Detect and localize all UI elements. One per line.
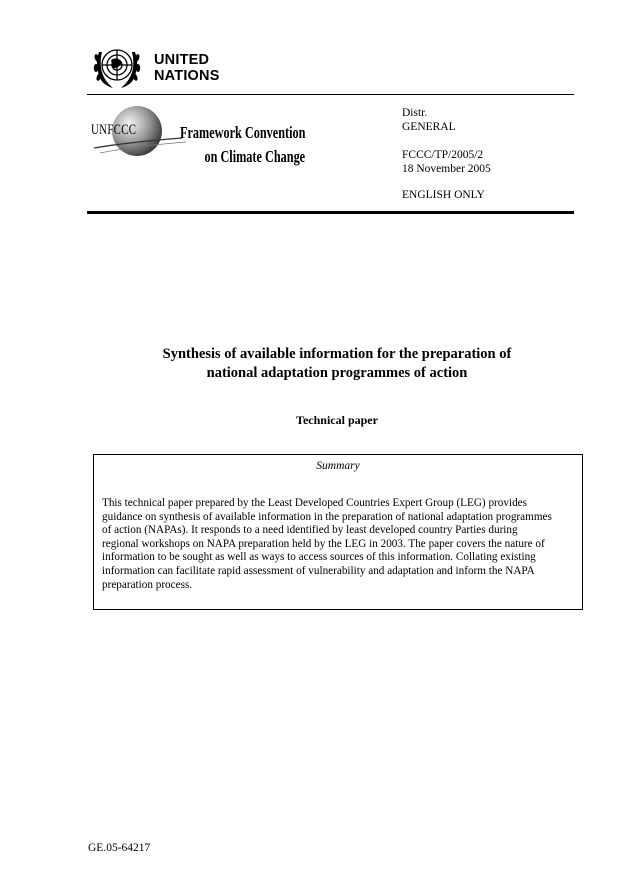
summary-line: regional workshops on NAPA preparation held by the LEG in 2003. The paper covers the nature of <box>102 537 545 550</box>
document-symbol-block <box>402 148 491 176</box>
organization-name-line2: NATIONS <box>154 68 220 84</box>
language-note: ENGLISH ONLY <box>402 189 485 201</box>
summary-line: information can facilitate rapid assessment of vulnerability and adaptation and inform the NAPA <box>102 564 535 577</box>
summary-line: information to be sought as well as ways to access sources of this information. Collating existing <box>102 551 536 564</box>
distribution-block <box>402 106 456 134</box>
summary-line: preparation process. <box>102 578 193 591</box>
unfccc-wordmark: UNFCCC <box>91 122 137 138</box>
distribution-label: Distr. <box>402 107 428 119</box>
document-subtitle: Technical paper <box>296 413 378 427</box>
document-title-line2: national adaptation programmes of action <box>206 365 468 381</box>
un-emblem-icon <box>91 42 143 92</box>
header-bottom-divider <box>87 211 574 214</box>
summary-body <box>102 497 578 592</box>
summary-heading: Summary <box>316 460 360 472</box>
convention-name-line2: on Climate Change <box>204 147 306 166</box>
summary-line: of action (NAPAs). It responds to a need identified by least developed country Parties during <box>102 524 518 537</box>
job-number: GE.05-64217 <box>88 842 151 854</box>
convention-name-line1: Framework Convention <box>180 123 306 142</box>
document-symbol: FCCC/TP/2005/2 <box>402 149 484 161</box>
header-divider <box>87 94 574 95</box>
summary-box <box>93 454 583 610</box>
document-date: 18 November 2005 <box>402 163 491 175</box>
document-title <box>87 345 587 383</box>
organization-name-line1: UNITED <box>154 52 210 68</box>
summary-line: guidance on synthesis of available information in the preparation of national adaptation programmes <box>102 510 552 523</box>
distribution-value: GENERAL <box>402 121 456 133</box>
document-title-line1: Synthesis of available information for the preparation of <box>162 346 512 362</box>
summary-line: This technical paper prepared by the Least Developed Countries Expert Group (LEG) provides <box>102 497 527 509</box>
organization-name <box>154 52 220 84</box>
convention-name <box>180 121 305 169</box>
